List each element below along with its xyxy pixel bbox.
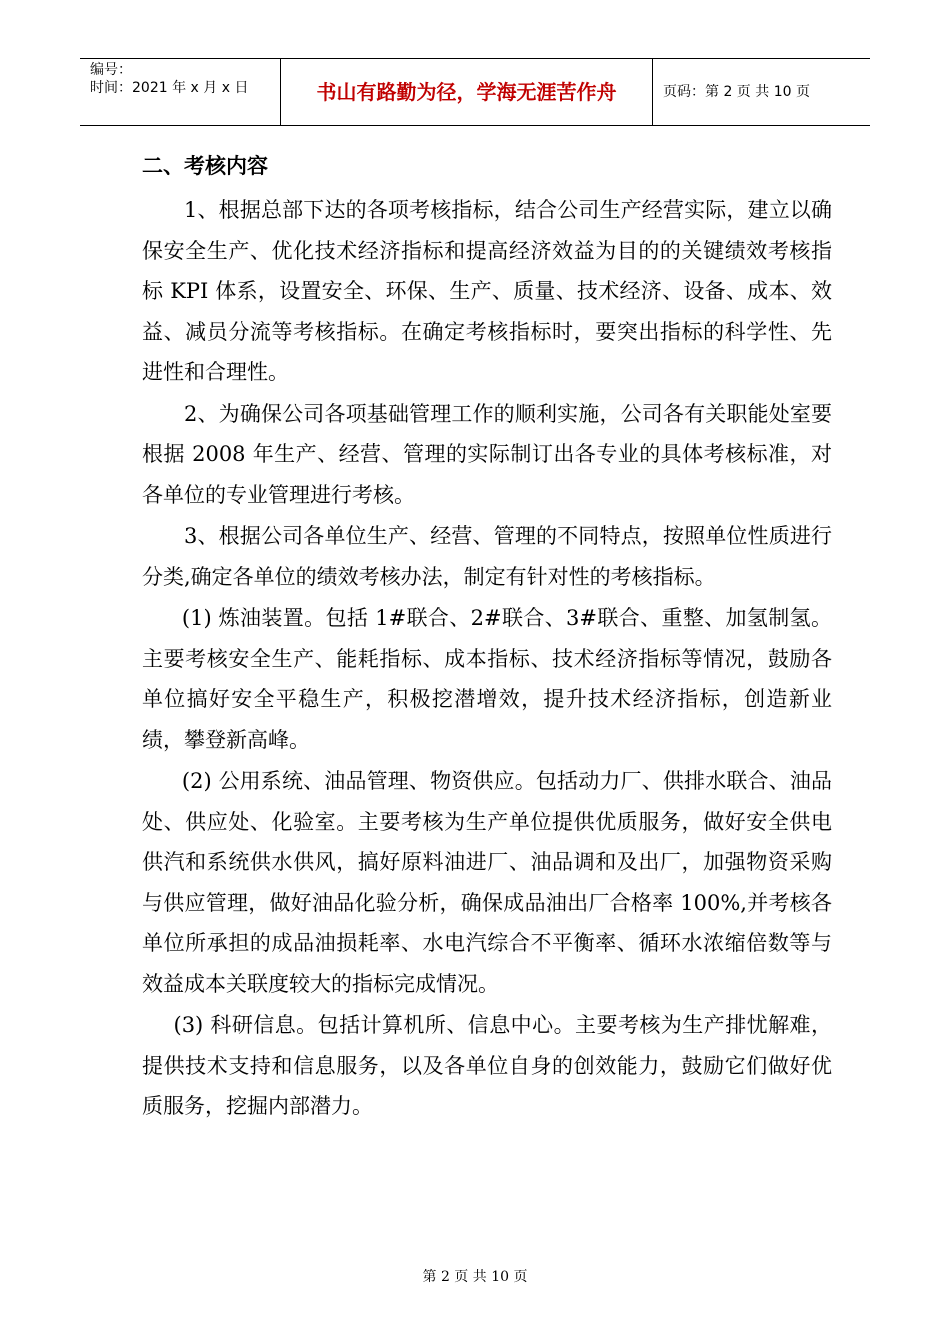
- document-header: [80, 58, 870, 126]
- paragraph-1: 1、根据总部下达的各项考核指标，结合公司生产经营实际，建立以确保安全生产、优化技术经济指标和提高经济效益为目的的关键绩效考核指标 KPI 体系，设置安全、环保、生产、质量、技术经济、设备、成本、效益、减员分流等考核指标。在确定考核指标时，要突出指标的科学性、先进性和合理性。: [142, 198, 832, 384]
- section-title: 二、考核内容: [142, 154, 268, 178]
- document-number-label: 编号：: [90, 62, 132, 78]
- header-meta: [80, 59, 281, 125]
- paragraph-item-2: (2) 公用系统、油品管理、物资供应。包括动力厂、供排水联合、油品处、供应处、化验室。主要考核为生产单位提供优质服务，做好安全供电供汽和系统供水供风，搞好原料油进厂、油品调和及出厂，加强物资采购与供应管理，做好油品化验分析，确保成品油出厂合格率 100%,并考核各单位所承担的成品油损耗率、水电汽综合不平衡率、循环水浓缩倍数等与效益成本关联度较大的指标完成情况。: [142, 769, 832, 996]
- paragraph-item-1: (1) 炼油装置。包括 1#联合、2#联合、3#联合、重整、加氢制氢。主要考核安全生产、能耗指标、成本指标、技术经济指标等情况，鼓励各单位搞好安全平稳生产，积极挖潜增效，提升技术经济指标，创造新业绩，攀登新高峰。: [142, 606, 832, 752]
- paragraph-item-3: (3) 科研信息。包括计算机所、信息中心。主要考核为生产排忧解难，提供技术支持和信息服务，以及各单位自身的创效能力，鼓励它们做好优质服务，挖掘内部潜力。: [142, 1013, 832, 1118]
- document-date-label: 时间：2021 年 x 月 x 日: [90, 80, 249, 96]
- header-motto: 书山有路勤为径，学海无涯苦作舟: [281, 59, 653, 125]
- header-page-number: 页码：第 2 页 共 10 页: [663, 84, 810, 100]
- page-footer: 第 2 页 共 10 页: [422, 1269, 528, 1285]
- paragraph-2: 2、为确保公司各项基础管理工作的顺利实施，公司各有关职能处室要根据 2008 年生产、经营、管理的实际制订出各专业的具体考核标准，对各单位的专业管理进行考核。: [142, 401, 832, 507]
- paragraph-3: 3、根据公司各单位生产、经营、管理的不同特点，按照单位性质进行分类,确定各单位的绩效考核办法，制定有针对性的考核指标。: [142, 524, 832, 589]
- document-body: [142, 146, 832, 1128]
